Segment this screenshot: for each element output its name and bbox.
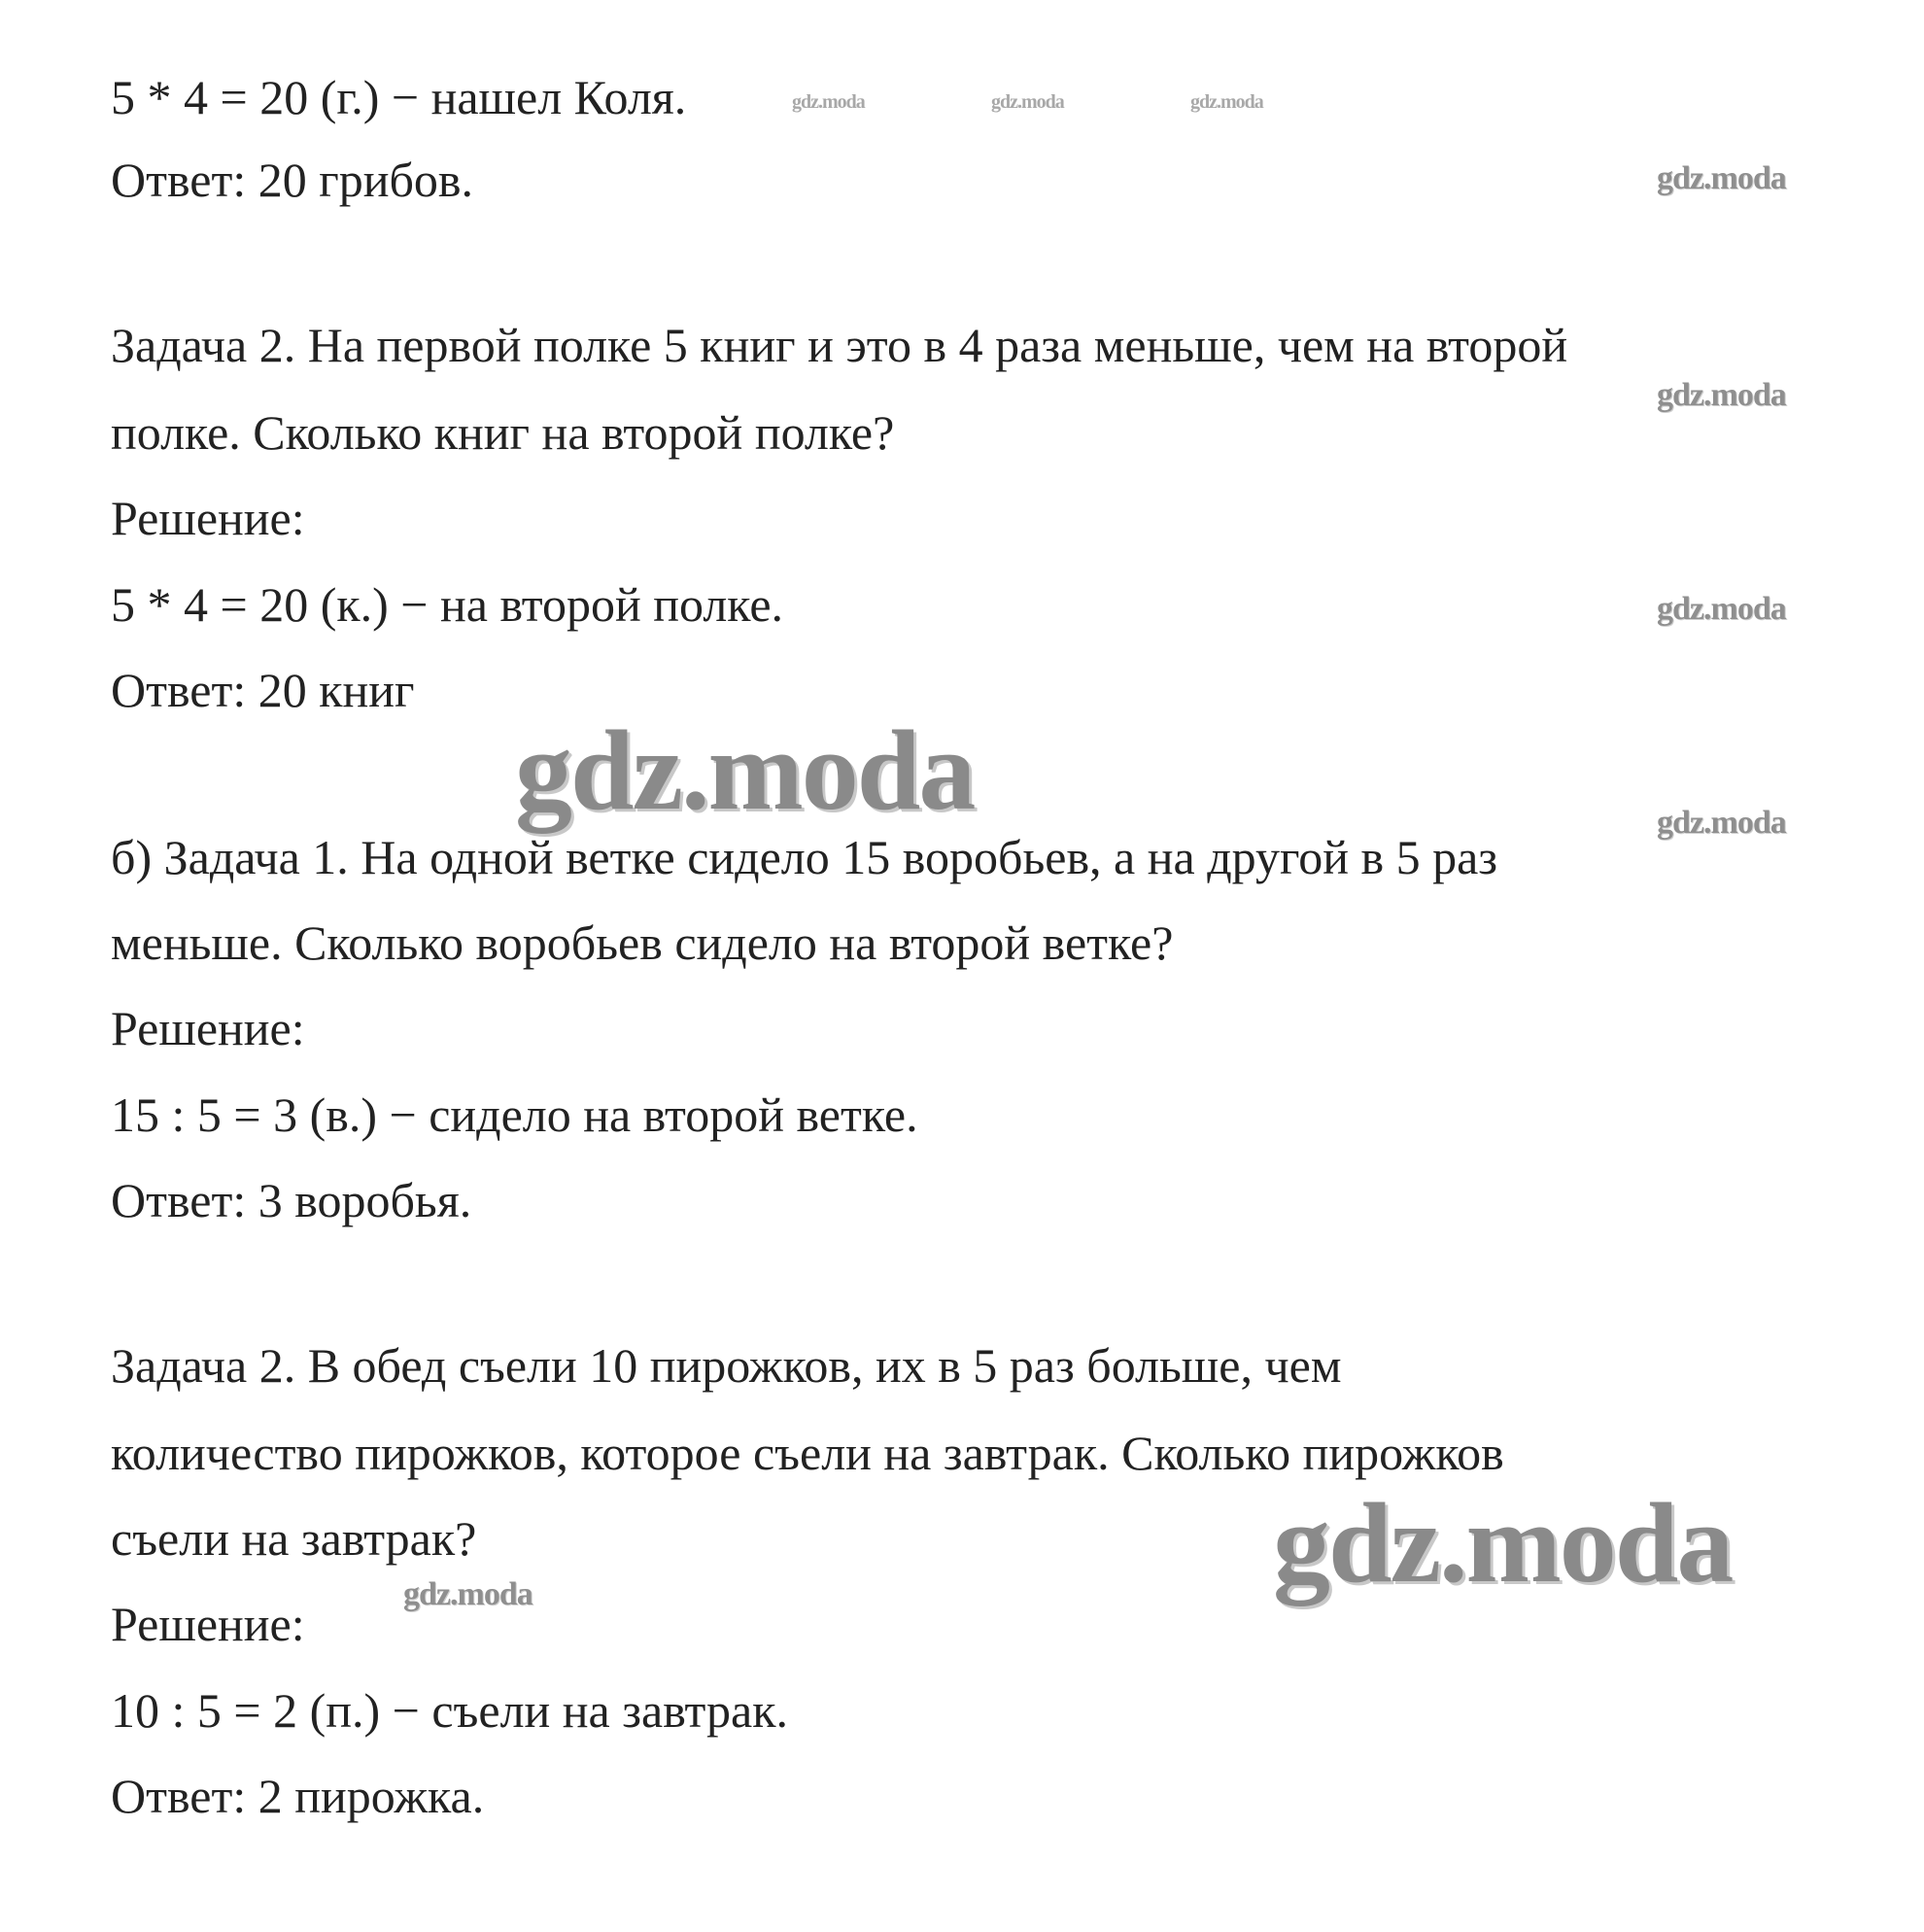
watermark: gdz.moda <box>515 707 975 834</box>
task-b1-text-line-1: б) Задача 1. На одной ветке сидело 15 воробьев, а на другой в 5 раз <box>111 830 1498 884</box>
task-b2-text-line-1: Задача 2. В обед съели 10 пирожков, их в 5 раз больше, чем <box>111 1338 1342 1393</box>
answer-line-2: Ответ: 20 книг <box>111 663 415 717</box>
watermark: gdz.moda <box>1657 591 1786 627</box>
task-b2-text-line-3: съели на завтрак? <box>111 1511 477 1566</box>
answer-line-4: Ответ: 2 пирожка. <box>111 1769 485 1823</box>
watermark: gdz.moda <box>1273 1479 1733 1606</box>
solution-heading-2: Решение: <box>111 491 305 545</box>
watermark: gdz.moda <box>1657 160 1786 196</box>
task-b1-text-line-2: меньше. Сколько воробьев сидело на второй ветке? <box>111 915 1174 970</box>
watermark: gdz.moda <box>1657 805 1786 841</box>
solution-heading-3: Решение: <box>111 1001 305 1055</box>
solution-line-3: 15 : 5 = 3 (в.) − сидело на второй ветке. <box>111 1087 918 1142</box>
watermark: gdz.moda <box>792 91 865 113</box>
task-2-text-line-2: полке. Сколько книг на второй полке? <box>111 405 895 460</box>
watermark: gdz.moda <box>1190 91 1263 113</box>
solution-line-1: 5 * 4 = 20 (г.) − нашел Коля. <box>111 70 687 124</box>
solution-heading-4: Решение: <box>111 1597 305 1651</box>
answer-line-3: Ответ: 3 воробья. <box>111 1173 472 1227</box>
task-b2-text-line-2: количество пирожков, которое съели на завтрак. Сколько пирожков <box>111 1426 1504 1480</box>
watermark: gdz.moda <box>991 91 1064 113</box>
watermark: gdz.moda <box>1657 377 1786 413</box>
solution-line-2: 5 * 4 = 20 (к.) − на второй полке. <box>111 577 784 632</box>
task-2-text-line-1: Задача 2. На первой полке 5 книг и это в 4 раза меньше, чем на второй <box>111 318 1568 372</box>
watermark: gdz.moda <box>403 1576 533 1612</box>
solution-line-4: 10 : 5 = 2 (п.) − съели на завтрак. <box>111 1683 788 1738</box>
answer-line-1: Ответ: 20 грибов. <box>111 153 474 207</box>
